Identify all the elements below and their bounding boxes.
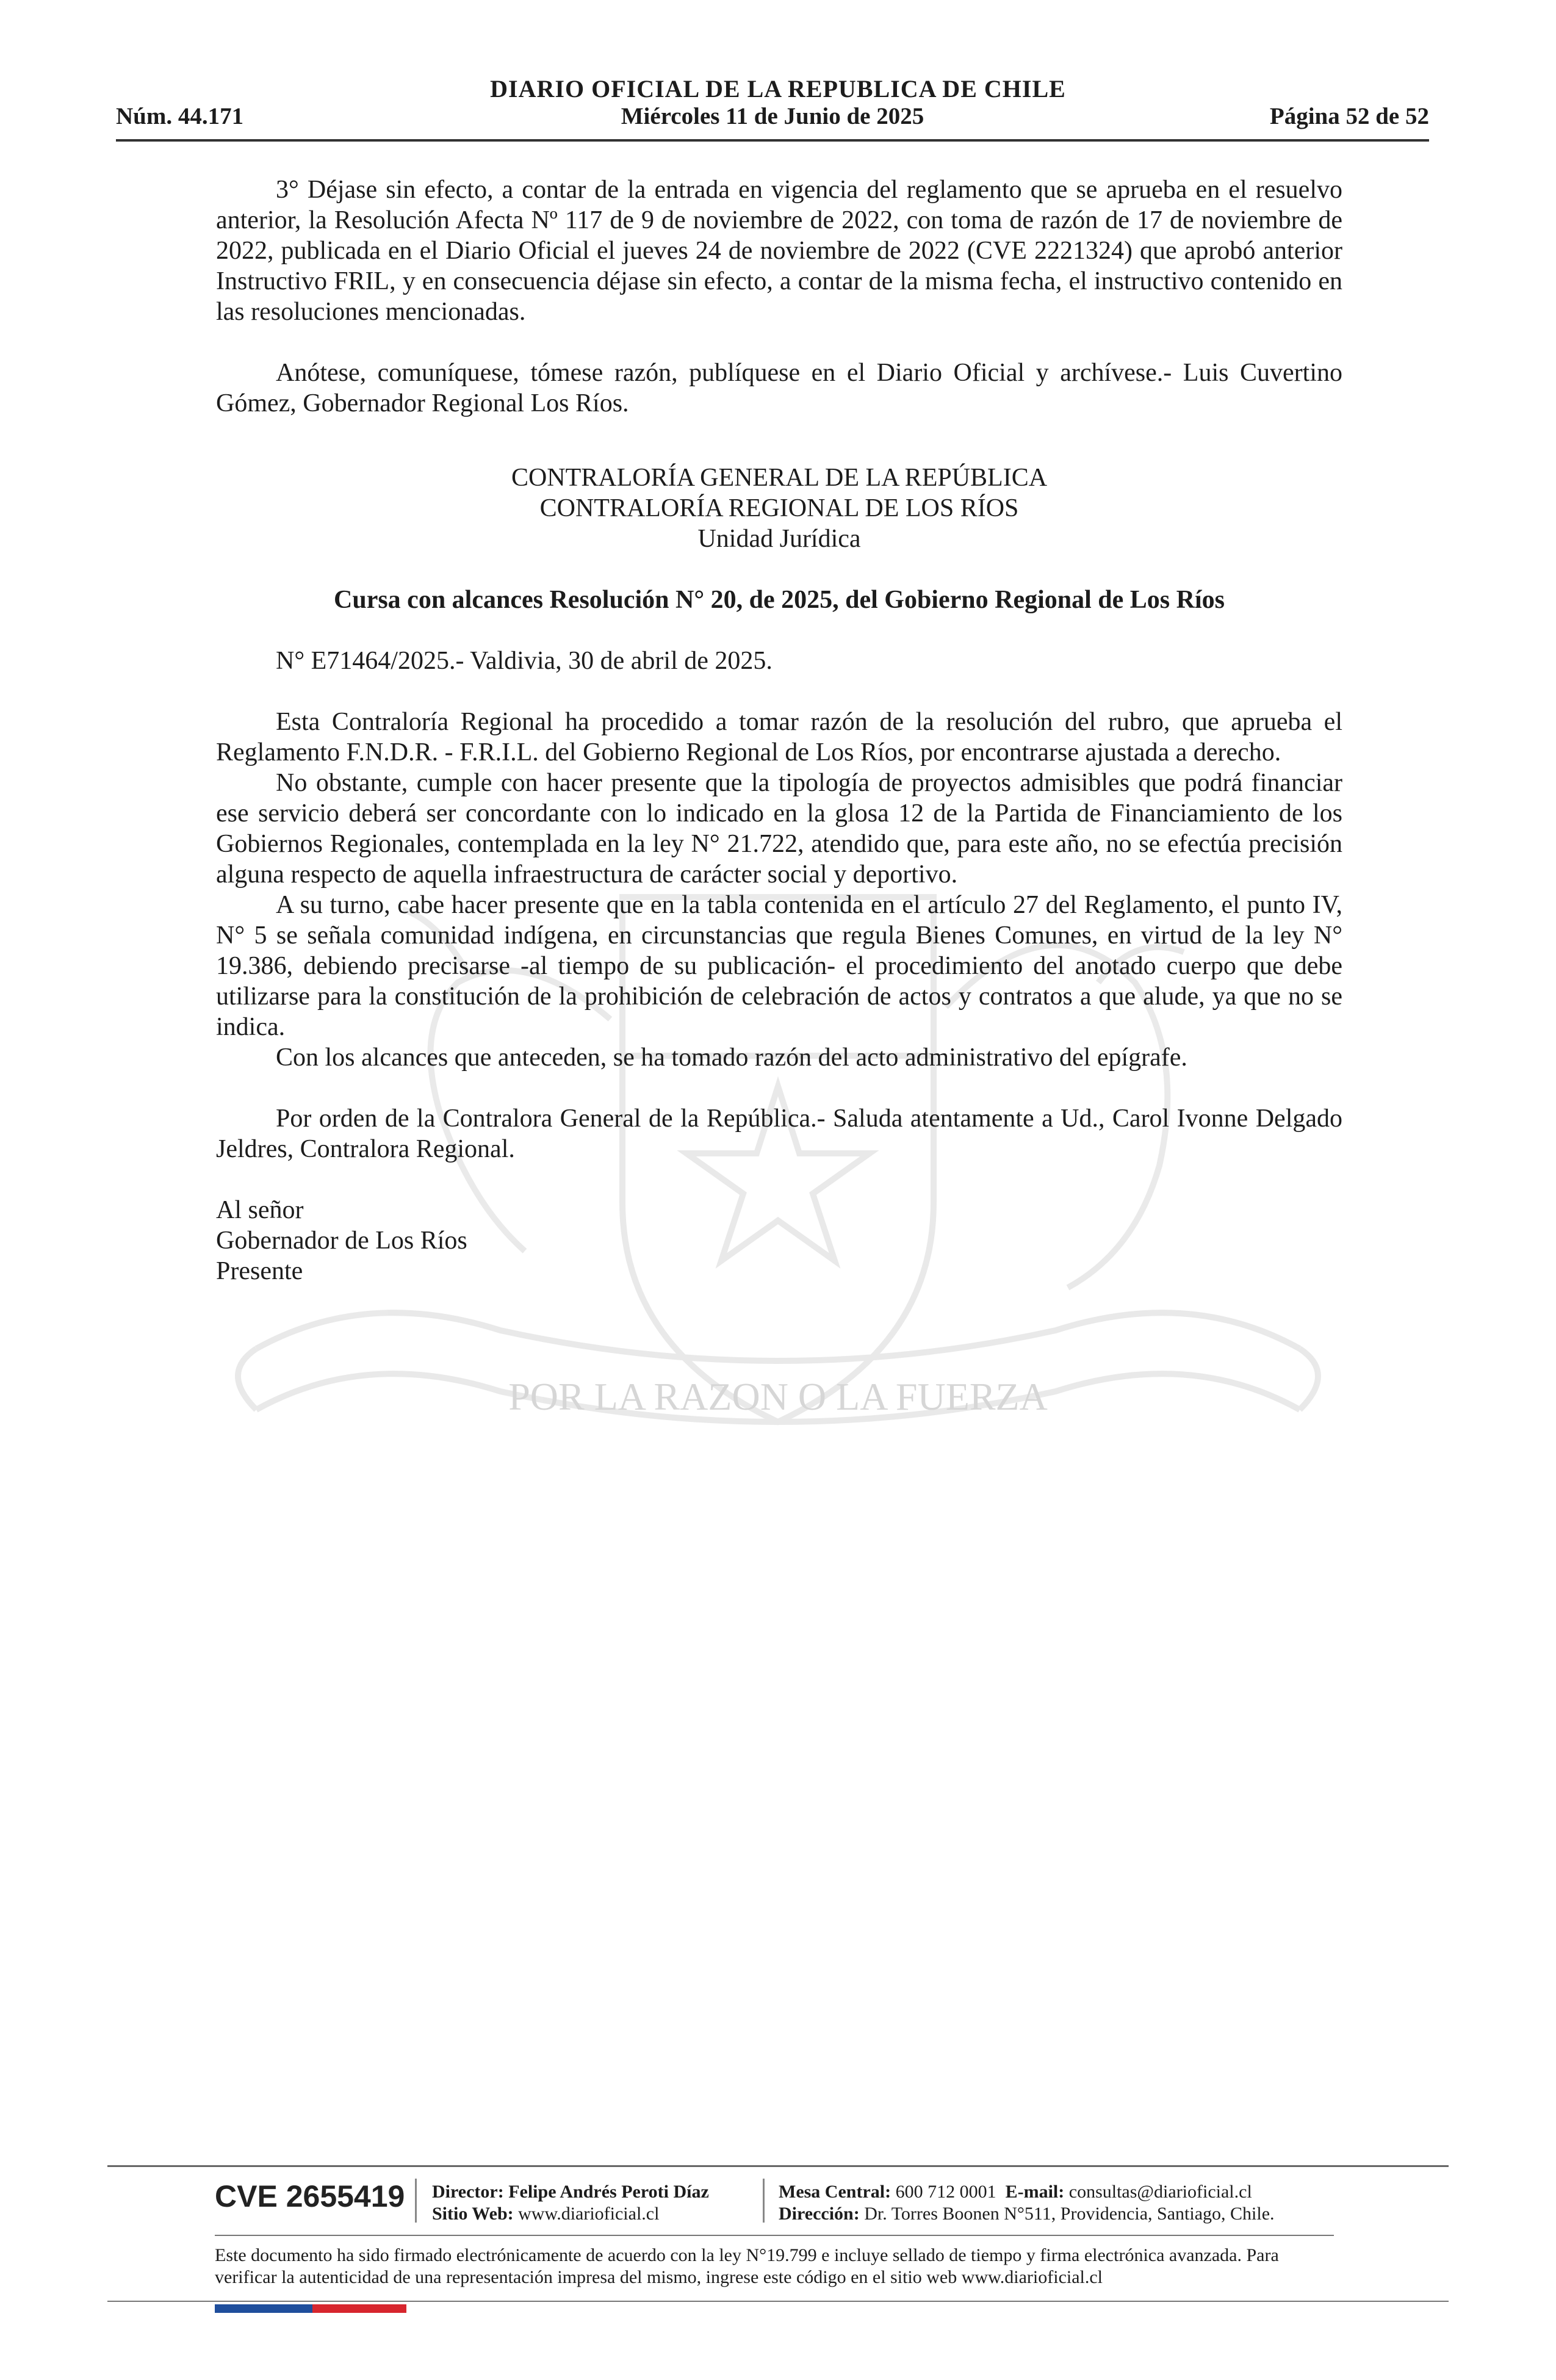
website-label: Sitio Web: (432, 2204, 514, 2224)
org-line-2: CONTRALORÍA REGIONAL DE LOS RÍOS (539, 494, 1019, 522)
email-link[interactable]: consultas@diarioficial.cl (1068, 2182, 1252, 2202)
paragraph-2: Anótese, comuníquese, tómese razón, publíquese en el Diario Oficial y archívese.- Luis Cuvertino Gómez, Gobernador Regional Los Ríos. (216, 359, 1342, 417)
address-label: Dirección: (779, 2204, 860, 2224)
director-name: Felipe Andrés Peroti Díaz (508, 2182, 709, 2202)
footer-separator (763, 2179, 765, 2223)
newspaper-title: DIARIO OFICIAL DE LA REPUBLICA DE CHILE (490, 75, 1066, 103)
issue-date: Miércoles 11 de Junio de 2025 (621, 103, 924, 129)
footer-divider-top (107, 2165, 1449, 2167)
org-line-1: CONTRALORÍA GENERAL DE LA REPÚBLICA (511, 464, 1048, 492)
director-label: Director: (432, 2182, 504, 2202)
addressee-line-2: Gobernador de Los Ríos (216, 1227, 467, 1255)
flag-stripe-red (312, 2304, 406, 2313)
paragraph-1: 3° Déjase sin efecto, a contar de la entrada en vigencia del reglamento que se aprueba en el resuelvo anterior, la Resolución Afecta Nº 117 de 9 de noviembre de 2022, con toma de razón de 17 de noviembre de 2022, publicada en el Diario Oficial el jueves 24 de noviembre de 2022 (CVE 2221324) que aprobó anterior Instructivo FRIL, y en consecuencia déjase sin efecto, a contar de la misma fecha, el instructivo contenido en las resoluciones mencionadas. (216, 176, 1342, 326)
flag-stripe-blue (215, 2304, 312, 2313)
paragraph-7: Por orden de la Contralora General de la República.- Saluda atentamente a Ud., Carol Ivonne Delgado Jeldres, Contralora Regional. (216, 1105, 1342, 1163)
footer-contact-block (779, 2181, 1275, 2225)
footer-director-block (432, 2181, 709, 2225)
address-text: Dr. Torres Boonen N°511, Providencia, Santiago, Chile. (864, 2204, 1275, 2224)
footer-divider-mid (215, 2235, 1334, 2236)
section-heading: Cursa con alcances Resolución N° 20, de 2025, del Gobierno Regional de Los Ríos (334, 586, 1225, 614)
header-divider (116, 139, 1429, 142)
page-number: Página 52 de 52 (1269, 103, 1429, 129)
cve-code: CVE 2655419 (215, 2179, 405, 2213)
email-label: E-mail: (1005, 2182, 1065, 2202)
paragraph-5: A su turno, cabe hacer presente que en la tabla contenida en el artículo 27 del Reglamento, el punto IV, N° 5 se señala comunidad indígena, en circunstancias que regula Bienes Comunes, en virtud de la ley N° 19.386, debiendo precisarse -al tiempo de su publicación- el procedimiento del anotado cuerpo que debe utilizarse para la constitución de la prohibición de celebración de actos y contratos a que alude, ya que no se indica. (216, 891, 1342, 1041)
footer-divider-bottom (107, 2301, 1449, 2302)
paragraph-4: No obstante, cumple con hacer presente que la tipología de proyectos admisibles que podrá financiar ese servicio deberá ser concordante con lo indicado en la glosa 12 de la Partida de Financiamiento de los Gobiernos Regionales, contemplada en la ley N° 21.722, atendido que, para este año, no se efectúa precisión alguna respecto de aquella infraestructura de carácter social y deportivo. (216, 769, 1342, 889)
website-link[interactable]: www.diarioficial.cl (518, 2204, 660, 2224)
reference-line: N° E71464/2025.- Valdivia, 30 de abril de 2025. (276, 647, 773, 675)
addressee-line-1: Al señor (216, 1196, 304, 1224)
footer-separator (415, 2179, 417, 2223)
signature-note: Este documento ha sido firmado electrónicamente de acuerdo con la ley N°19.799 e incluye sellado de tiempo y firma electrónica avanzada. Para verificar la autenticidad de una representación impresa del mismo, ingrese este código en el sitio web www.diarioficial.cl (215, 2245, 1279, 2287)
paragraph-3: Esta Contraloría Regional ha procedido a tomar razón de la resolución del rubro, que aprueba el Reglamento F.N.D.R. - F.R.I.L. del Gobierno Regional de Los Ríos, por encontrarse ajustada a derecho. (216, 708, 1342, 766)
document-body (216, 175, 1342, 1286)
addressee-line-3: Presente (216, 1257, 303, 1285)
motto-text: POR LA RAZON O LA FUERZA (508, 1375, 1048, 1418)
paragraph-6: Con los alcances que anteceden, se ha tomado razón del acto administrativo del epígrafe. (276, 1044, 1187, 1072)
org-line-3: Unidad Jurídica (697, 525, 861, 553)
phone-number: 600 712 0001 (895, 2182, 996, 2202)
phone-label: Mesa Central: (779, 2182, 891, 2202)
issue-number: Núm. 44.171 (116, 103, 244, 129)
header-row (116, 103, 1429, 134)
